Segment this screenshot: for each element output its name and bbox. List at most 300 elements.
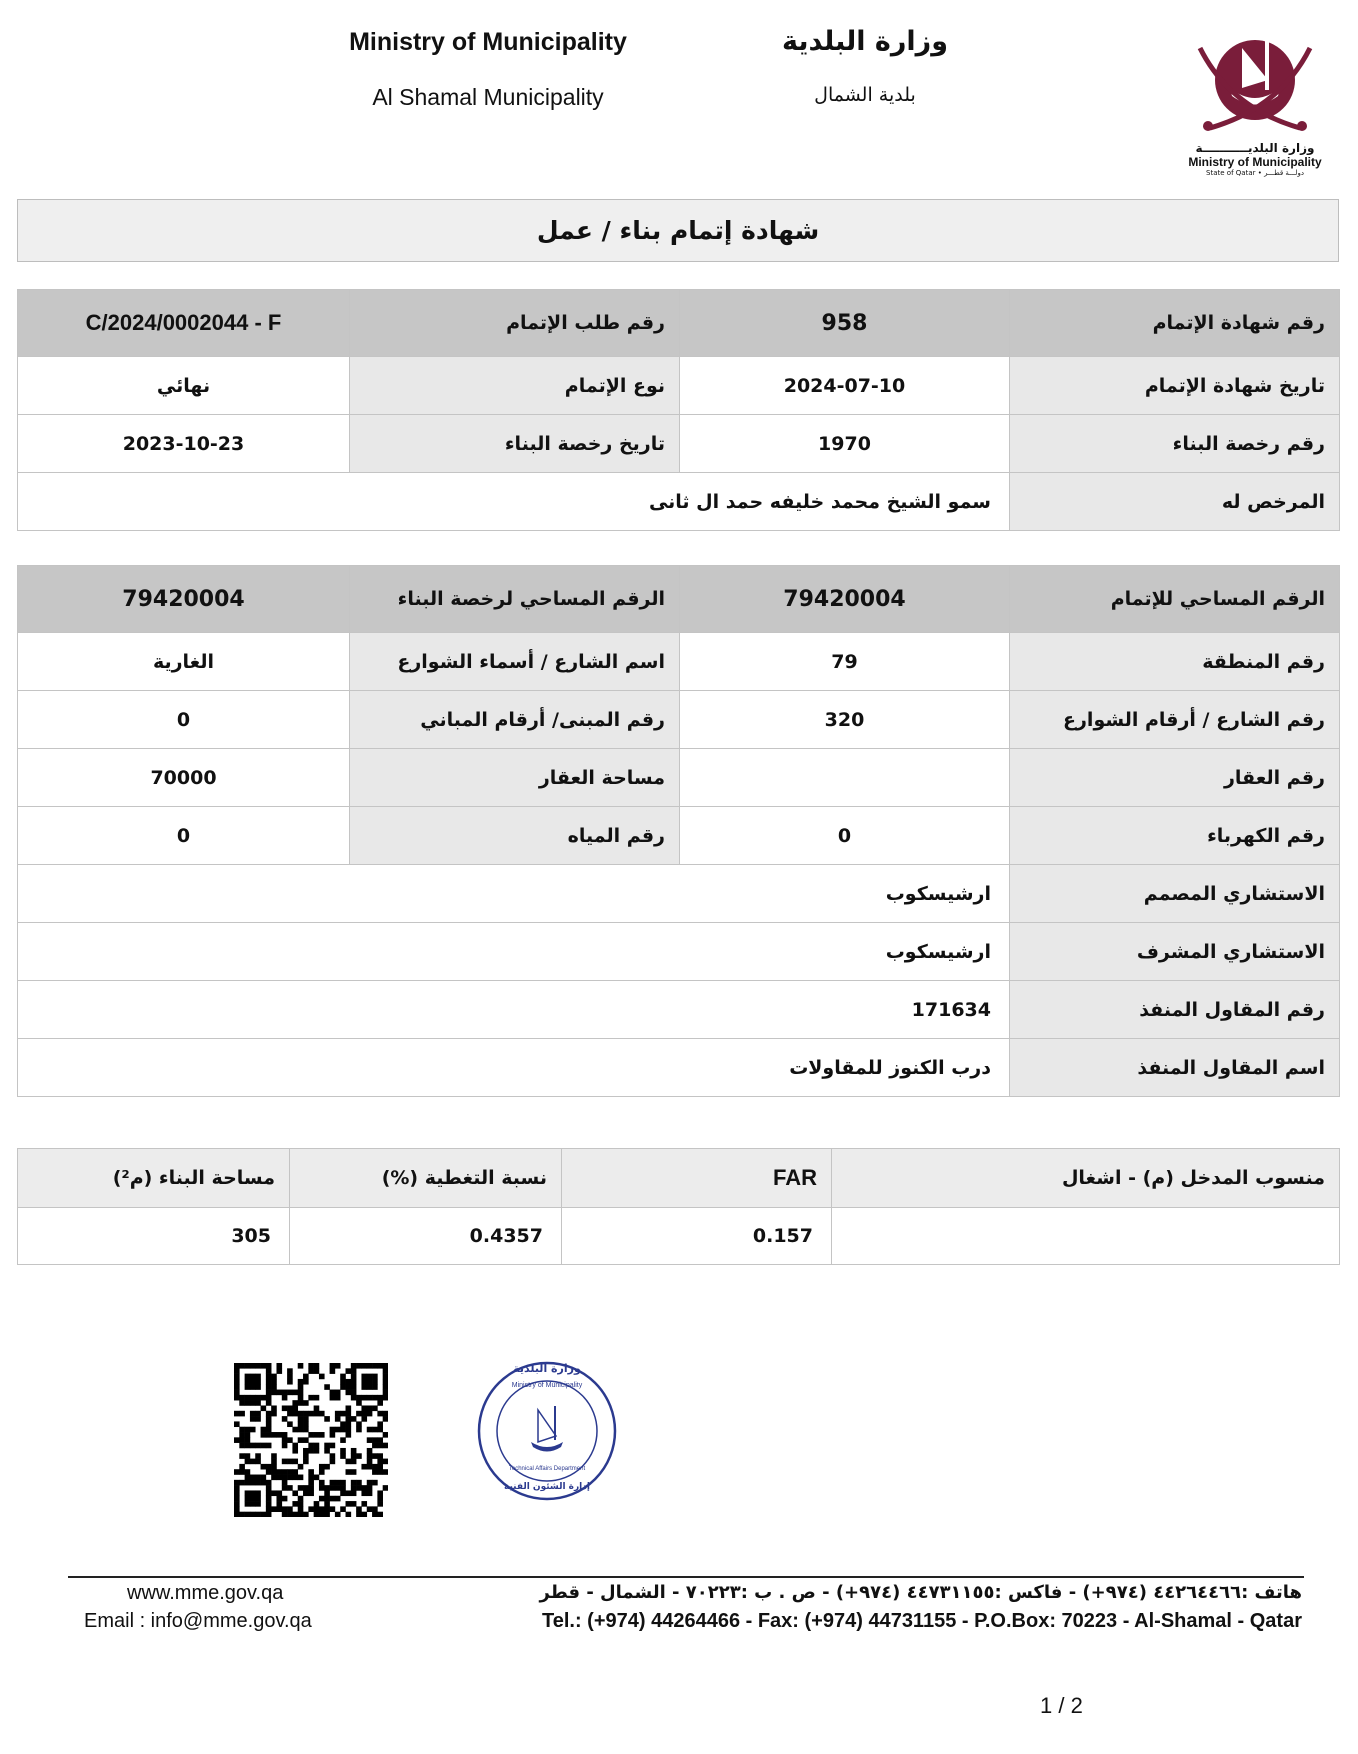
qr-module <box>282 1475 288 1481</box>
qr-module <box>319 1469 325 1475</box>
qr-module <box>314 1395 320 1401</box>
qr-module <box>314 1475 320 1481</box>
qr-module <box>298 1496 304 1502</box>
stamp-inner-top-text: Ministry of Municipality <box>511 1382 583 1389</box>
qr-module <box>282 1443 288 1449</box>
qr-module <box>330 1443 336 1449</box>
qr-module <box>271 1390 277 1396</box>
qr-module <box>383 1459 388 1465</box>
qr-module <box>308 1485 314 1491</box>
qr-module <box>271 1475 277 1481</box>
footer-contact-ar: هاتف :٤٤٢٦٤٤٦٦ (٩٧٤+) - فاكس :٤٤٧٣١١٥٥ (٩٧٤+) - ص . ب :٧٠٢٢٣ - الشمال - قطر <box>539 1582 1302 1603</box>
qr-module <box>287 1421 293 1427</box>
qr-module <box>372 1384 378 1390</box>
qr-module <box>287 1374 293 1380</box>
qr-module <box>367 1405 373 1411</box>
qr-module <box>356 1480 362 1486</box>
qr-module <box>303 1490 309 1496</box>
qr-module <box>308 1411 314 1417</box>
qr-module <box>276 1469 282 1475</box>
qr-module <box>356 1421 362 1427</box>
qr-module <box>261 1464 267 1470</box>
property-area-label: مساحة العقار <box>350 749 680 807</box>
qr-module <box>250 1416 256 1422</box>
qr-module <box>319 1496 325 1502</box>
qr-module <box>276 1363 282 1369</box>
qr-module <box>367 1453 373 1459</box>
qr-module <box>287 1405 293 1411</box>
qr-module <box>383 1368 388 1374</box>
qr-module <box>346 1427 352 1433</box>
qr-module <box>367 1379 373 1385</box>
qr-module <box>298 1411 304 1417</box>
qr-module <box>234 1368 240 1374</box>
qr-module <box>372 1437 378 1443</box>
qr-module <box>245 1400 251 1406</box>
qr-module <box>239 1411 245 1417</box>
qr-module <box>276 1501 282 1507</box>
qr-module <box>340 1374 346 1380</box>
qr-module <box>245 1453 251 1459</box>
qr-module <box>271 1469 277 1475</box>
qr-module <box>266 1411 272 1417</box>
property-area-value: 70000 <box>18 749 350 807</box>
qr-module <box>351 1453 357 1459</box>
stamp-inner-bottom-text: Technical Affairs Department <box>508 1466 586 1472</box>
qr-module <box>314 1512 320 1517</box>
qr-module <box>335 1395 341 1401</box>
qr-module <box>298 1437 304 1443</box>
qr-module <box>255 1475 261 1481</box>
qr-module <box>308 1490 314 1496</box>
qr-module <box>271 1379 277 1385</box>
qr-module <box>324 1501 330 1507</box>
qr-module <box>250 1427 256 1433</box>
qr-module <box>261 1363 267 1369</box>
street-no-label: رقم الشارع / أرقام الشوارع <box>1010 691 1340 749</box>
qr-module <box>367 1374 373 1380</box>
municipality-name-en: Al Shamal Municipality <box>372 84 604 110</box>
qr-module <box>239 1363 245 1369</box>
qr-module <box>255 1490 261 1496</box>
supervising-consultant-label: الاستشاري المشرف <box>1010 923 1340 981</box>
qr-module <box>367 1395 373 1401</box>
qr-module <box>314 1432 320 1438</box>
qr-module <box>335 1485 341 1491</box>
qr-module <box>239 1469 245 1475</box>
qr-module <box>383 1432 388 1438</box>
qr-module <box>361 1384 367 1390</box>
qr-module <box>282 1390 288 1396</box>
qr-module <box>298 1379 304 1385</box>
qr-module <box>298 1421 304 1427</box>
qr-module <box>250 1411 256 1417</box>
qr-module <box>250 1384 256 1390</box>
qr-module <box>361 1411 367 1417</box>
qr-module <box>245 1490 251 1496</box>
qr-module <box>239 1512 245 1517</box>
qr-module <box>351 1379 357 1385</box>
qr-module <box>351 1469 357 1475</box>
document-title: شهادة إتمام بناء / عمل <box>17 199 1339 262</box>
qr-module <box>340 1437 346 1443</box>
coverage-value: 0.4357 <box>290 1208 562 1265</box>
qr-module <box>351 1416 357 1422</box>
qr-module <box>324 1512 330 1517</box>
qr-module <box>383 1443 388 1449</box>
qr-module <box>367 1480 373 1486</box>
qr-module <box>282 1432 288 1438</box>
qr-module <box>287 1469 293 1475</box>
qr-module <box>282 1405 288 1411</box>
qr-module <box>324 1384 330 1390</box>
qr-module <box>292 1390 298 1396</box>
qr-module <box>245 1374 251 1380</box>
qr-module <box>377 1496 383 1502</box>
qr-module <box>255 1480 261 1486</box>
qr-module <box>372 1374 378 1380</box>
qr-module <box>271 1384 277 1390</box>
qr-module <box>335 1363 341 1369</box>
qr-module <box>245 1480 251 1486</box>
survey-completion-value: 79420004 <box>680 566 1010 633</box>
qr-module <box>346 1490 352 1496</box>
qr-module <box>383 1390 388 1396</box>
qr-module <box>319 1512 325 1517</box>
qr-module <box>250 1501 256 1507</box>
qr-module <box>298 1390 304 1396</box>
municipality-name-ar: بلدية الشمال <box>814 84 916 106</box>
ministry-name-ar: وزارة البلدية <box>781 26 948 57</box>
qr-module <box>314 1501 320 1507</box>
property-info-table <box>17 565 1340 1097</box>
qr-module <box>330 1496 336 1502</box>
qr-module <box>266 1384 272 1390</box>
contractor-name-label: اسم المقاول المنفذ <box>1010 1039 1340 1097</box>
ministry-name-en: Ministry of Municipality <box>349 28 627 56</box>
qr-module <box>292 1469 298 1475</box>
qr-module <box>245 1379 251 1385</box>
footer-email[interactable]: Email : info@mme.gov.qa <box>84 1610 312 1632</box>
qr-module <box>234 1490 240 1496</box>
qr-module <box>250 1480 256 1486</box>
qr-module <box>340 1379 346 1385</box>
qr-module <box>239 1437 245 1443</box>
qr-module <box>377 1400 383 1406</box>
qr-module <box>308 1432 314 1438</box>
qr-module <box>234 1374 240 1380</box>
qr-module <box>266 1400 272 1406</box>
building-area-header: مساحة البناء (م²) <box>18 1149 290 1208</box>
qr-module <box>282 1459 288 1465</box>
qr-module <box>239 1432 245 1438</box>
cert-date-label: تاريخ شهادة الإتمام <box>1010 357 1340 415</box>
qr-module <box>361 1363 367 1369</box>
qr-module <box>377 1459 383 1465</box>
building-area-value: 305 <box>18 1208 290 1265</box>
design-consultant-value: ارشيسكوب <box>18 865 1010 923</box>
qr-module <box>255 1453 261 1459</box>
qr-module <box>346 1469 352 1475</box>
qr-module <box>367 1437 373 1443</box>
qr-module <box>239 1480 245 1486</box>
qr-module <box>367 1459 373 1465</box>
qr-module <box>356 1395 362 1401</box>
qr-module <box>266 1416 272 1422</box>
qr-module <box>266 1464 272 1470</box>
logo-text-en: Ministry of Municipality <box>1188 155 1322 169</box>
qr-module <box>314 1411 320 1417</box>
qr-module <box>372 1427 378 1433</box>
qr-module <box>377 1427 383 1433</box>
qr-module <box>324 1416 330 1422</box>
qr-module <box>276 1368 282 1374</box>
qr-module <box>287 1411 293 1417</box>
qr-module <box>266 1496 272 1502</box>
qr-module <box>372 1464 378 1470</box>
qr-module <box>308 1480 314 1486</box>
qr-module <box>276 1506 282 1512</box>
qr-module <box>303 1421 309 1427</box>
permit-no-label: رقم رخصة البناء <box>1010 415 1340 473</box>
qr-module <box>330 1427 336 1433</box>
qr-module <box>271 1411 277 1417</box>
qr-module <box>361 1416 367 1422</box>
qr-module <box>271 1453 277 1459</box>
electricity-label: رقم الكهرباء <box>1010 807 1340 865</box>
qr-module <box>372 1506 378 1512</box>
qr-module <box>303 1374 309 1380</box>
qr-module <box>319 1374 325 1380</box>
qr-module <box>298 1501 304 1507</box>
street-no-value: 320 <box>680 691 1010 749</box>
qr-module <box>234 1437 240 1443</box>
stamp-bottom-text: إدارة الشئون الفنية <box>504 1482 590 1492</box>
qr-module <box>266 1490 272 1496</box>
qr-module <box>335 1496 341 1502</box>
qr-module <box>303 1400 309 1406</box>
qr-module <box>276 1390 282 1396</box>
official-stamp <box>476 1360 618 1502</box>
qr-module <box>324 1506 330 1512</box>
building-no-value: 0 <box>18 691 350 749</box>
qr-module <box>377 1443 383 1449</box>
qr-module <box>351 1395 357 1401</box>
qr-module <box>271 1374 277 1380</box>
qr-module <box>255 1374 261 1380</box>
qr-module <box>292 1400 298 1406</box>
qr-module <box>314 1405 320 1411</box>
qr-module <box>351 1384 357 1390</box>
footer-divider <box>68 1576 1304 1578</box>
qr-module <box>351 1374 357 1380</box>
qr-module <box>324 1448 330 1454</box>
qr-module <box>377 1512 383 1517</box>
qr-module <box>377 1464 383 1470</box>
completion-type-value: نهائي <box>18 357 350 415</box>
permit-no-value: 1970 <box>680 415 1010 473</box>
qr-module <box>361 1512 367 1517</box>
qr-module <box>276 1496 282 1502</box>
qr-module <box>356 1453 362 1459</box>
qr-module <box>361 1490 367 1496</box>
qr-module <box>271 1459 277 1465</box>
qr-module <box>255 1416 261 1422</box>
qr-module <box>245 1496 251 1502</box>
qr-module <box>282 1506 288 1512</box>
qr-module <box>377 1469 383 1475</box>
qr-module <box>287 1379 293 1385</box>
qr-module <box>245 1432 251 1438</box>
qr-module <box>335 1416 341 1422</box>
qr-module <box>234 1379 240 1385</box>
qr-module <box>367 1464 373 1470</box>
qr-module <box>346 1405 352 1411</box>
qr-module <box>234 1411 240 1417</box>
qr-module <box>250 1363 256 1369</box>
certificate-info-table <box>17 289 1340 531</box>
qr-module <box>245 1437 251 1443</box>
qr-module <box>255 1512 261 1517</box>
qr-module <box>346 1416 352 1422</box>
qr-module <box>383 1384 388 1390</box>
qr-module <box>330 1459 336 1465</box>
qr-module <box>292 1501 298 1507</box>
qr-module <box>287 1368 293 1374</box>
qr-module <box>340 1506 346 1512</box>
qr-module <box>319 1432 325 1438</box>
contractor-no-value: 171634 <box>18 981 1010 1039</box>
qr-module <box>255 1400 261 1406</box>
qr-module <box>292 1475 298 1481</box>
qr-module <box>346 1368 352 1374</box>
qr-module <box>361 1405 367 1411</box>
qr-module <box>282 1485 288 1491</box>
qr-module <box>271 1432 277 1438</box>
qr-module <box>314 1448 320 1454</box>
qr-module <box>324 1496 330 1502</box>
qr-module <box>266 1368 272 1374</box>
qr-module <box>361 1464 367 1470</box>
qr-module <box>234 1384 240 1390</box>
qr-module <box>287 1390 293 1396</box>
qr-module <box>282 1469 288 1475</box>
qr-module <box>292 1427 298 1433</box>
qr-module <box>367 1490 373 1496</box>
qr-module <box>372 1405 378 1411</box>
qr-module <box>372 1453 378 1459</box>
cert-no-label: رقم شهادة الإتمام <box>1010 290 1340 357</box>
qr-module <box>255 1384 261 1390</box>
qr-module <box>276 1475 282 1481</box>
qr-module <box>266 1480 272 1486</box>
building-no-label: رقم المبنى/ أرقام المباني <box>350 691 680 749</box>
qr-module <box>346 1379 352 1385</box>
permit-date-value: 2023-10-23 <box>18 415 350 473</box>
licensee-value: سمو الشيخ محمد خليفه حمد ال ثانى <box>18 473 1010 531</box>
zone-label: رقم المنطقة <box>1010 633 1340 691</box>
qr-module <box>367 1363 373 1369</box>
page-number: 1 / 2 <box>1040 1693 1083 1718</box>
qr-module <box>346 1384 352 1390</box>
qr-module <box>330 1390 336 1396</box>
footer-website[interactable]: www.mme.gov.qa <box>127 1582 284 1604</box>
street-name-label: اسم الشارع / أسماء الشوارع <box>350 633 680 691</box>
qr-module <box>266 1363 272 1369</box>
qr-module <box>261 1427 267 1433</box>
qr-module <box>335 1480 341 1486</box>
qr-module <box>303 1427 309 1433</box>
qr-module <box>239 1400 245 1406</box>
water-value: 0 <box>18 807 350 865</box>
qr-module <box>351 1448 357 1454</box>
qr-module <box>308 1448 314 1454</box>
qr-module <box>372 1395 378 1401</box>
qr-module <box>239 1453 245 1459</box>
qr-module <box>303 1448 309 1454</box>
qr-module <box>330 1432 336 1438</box>
qr-module <box>292 1490 298 1496</box>
qr-module <box>361 1501 367 1507</box>
qr-module <box>303 1485 309 1491</box>
qr-module <box>298 1485 304 1491</box>
qr-module <box>308 1363 314 1369</box>
qr-module <box>245 1459 251 1465</box>
qr-module <box>367 1485 373 1491</box>
qr-module <box>324 1443 330 1449</box>
qr-module <box>298 1506 304 1512</box>
qr-module <box>250 1496 256 1502</box>
cert-date-value: 2024-07-10 <box>680 357 1010 415</box>
qr-module <box>377 1363 383 1369</box>
qr-module <box>255 1459 261 1465</box>
qr-module <box>266 1443 272 1449</box>
qr-module <box>239 1443 245 1449</box>
qr-module <box>346 1459 352 1465</box>
qr-module <box>245 1443 251 1449</box>
qr-module <box>361 1485 367 1491</box>
licensee-label: المرخص له <box>1010 473 1340 531</box>
qr-module <box>340 1421 346 1427</box>
qr-module <box>266 1512 272 1517</box>
qr-module <box>372 1363 378 1369</box>
qr-module <box>250 1400 256 1406</box>
qr-module <box>319 1411 325 1417</box>
qr-module <box>245 1501 251 1507</box>
qr-module <box>261 1405 267 1411</box>
qr-module <box>266 1427 272 1433</box>
qr-module <box>287 1485 293 1491</box>
qr-module <box>319 1464 325 1470</box>
qr-module <box>372 1480 378 1486</box>
qr-module <box>361 1374 367 1380</box>
qr-module <box>287 1506 293 1512</box>
qr-module <box>372 1379 378 1385</box>
qr-module <box>234 1485 240 1491</box>
qr-module <box>351 1480 357 1486</box>
qr-module <box>340 1480 346 1486</box>
qr-code <box>234 1363 388 1517</box>
supervising-consultant-value: ارشيسكوب <box>18 923 1010 981</box>
qr-module <box>383 1411 388 1417</box>
qr-module <box>356 1411 362 1417</box>
qr-module <box>324 1490 330 1496</box>
contractor-name-value: درب الكنوز للمقاولات <box>18 1039 1010 1097</box>
qr-module <box>314 1368 320 1374</box>
logo-text-ar: وزارة البلديـــــــــــة <box>1195 141 1315 155</box>
qr-module <box>292 1512 298 1517</box>
qr-module <box>356 1427 362 1433</box>
